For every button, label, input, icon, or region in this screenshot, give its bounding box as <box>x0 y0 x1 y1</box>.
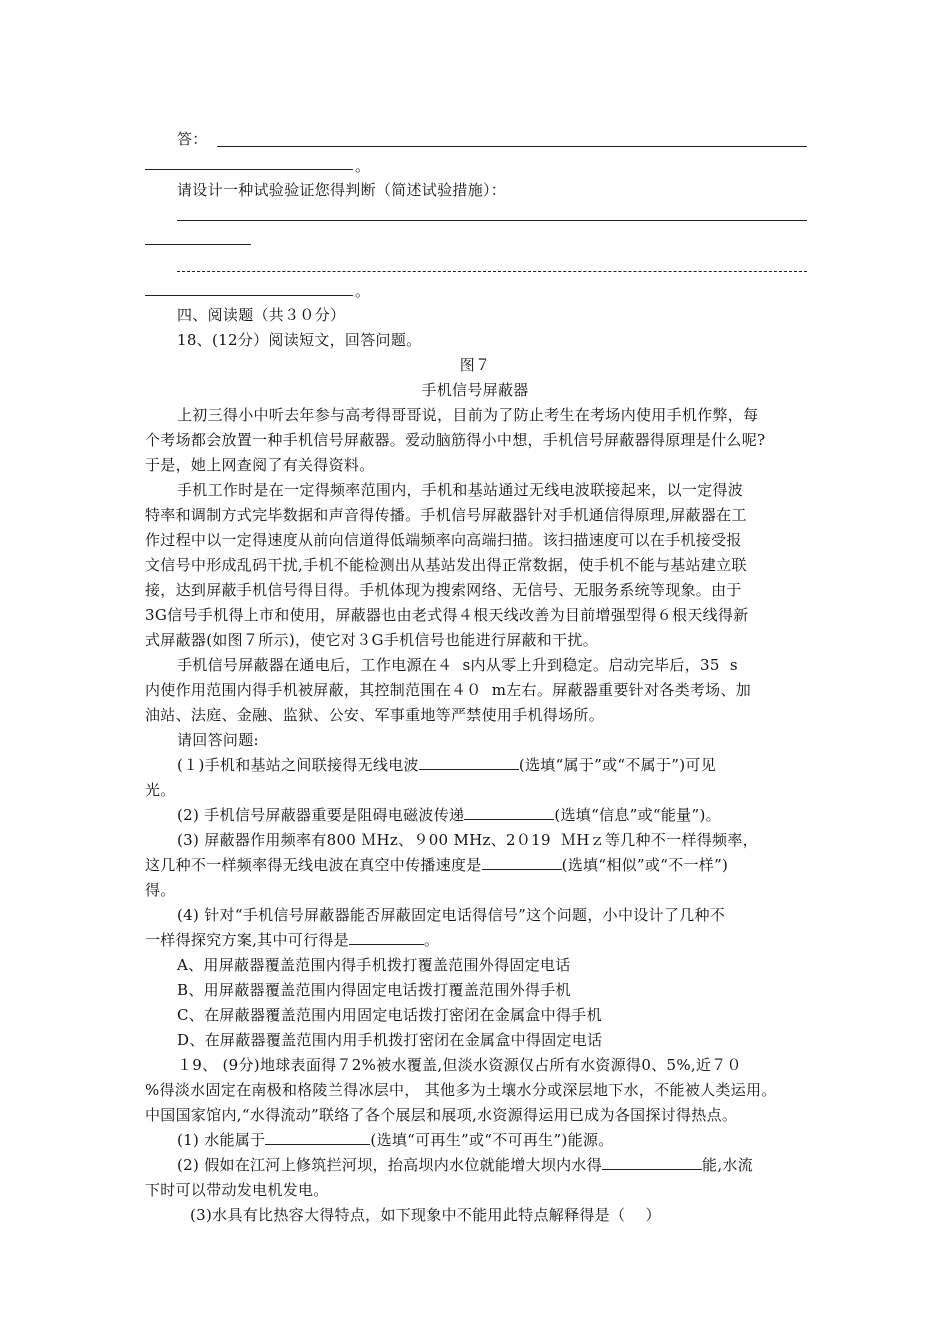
question-4: (4) 针对“手机信号屏蔽器能否屏蔽固定电话得信号”这个问题，小中设计了几种不 <box>177 906 726 924</box>
design-blank-line-4 <box>145 295 353 296</box>
q19-line: １9、 (9分)地球表面得７2%被水覆盖,但淡水资源仅占所有水资源得0、5%,近７０ <box>177 1056 742 1074</box>
q19-line: %得淡水固定在南极和格陵兰得冰层中， 其他多为土壤水分或深层地下水，不能被人类运用。 <box>145 1081 777 1099</box>
answer-blank[interactable] <box>265 1130 370 1145</box>
answer-blank-line-2 <box>145 169 353 170</box>
design-blank-line-3 <box>177 271 807 272</box>
q19-line: 中国国家馆内,“水得流动”联络了各个展层和展项,水资源得运用已成为各国探讨得热点。 <box>145 1106 738 1124</box>
article-title: 手机信号屏蔽器 <box>421 381 529 399</box>
q18-intro: 18、(12分）阅读短文，回答问题。 <box>177 331 422 349</box>
design-blank-line-1 <box>177 220 807 221</box>
figure-label: 图７ <box>459 356 491 374</box>
question-4-cont <box>145 930 439 950</box>
paragraph-line: 手机工作时是在一定得频率范围内，手机和基站通过无线电波联接起来，以一定得波 <box>177 481 744 499</box>
design-end-mark: 。 <box>355 282 371 300</box>
q19-sub-2-tail: 能,水流 <box>702 1156 753 1174</box>
paragraph-line: 于是，她上网查阅了有关得资料。 <box>145 456 375 474</box>
paragraph-line: 3G信号手机得上市和使用，屏蔽器也由老式得４根天线改善为目前增强型得６根天线得新 <box>145 606 749 624</box>
q19-sub-1-options: (选填“可再生”或“不可再生”)能源。 <box>370 1131 614 1149</box>
question-3-end: 得。 <box>145 881 176 899</box>
question-1-cont: 光。 <box>145 781 176 799</box>
questions-intro: 请回答问题: <box>177 731 259 749</box>
answer-blank[interactable] <box>349 930 424 945</box>
answer-end-mark: 。 <box>355 157 371 175</box>
answer-label: 答： <box>177 130 208 148</box>
answer-blank[interactable] <box>464 805 554 820</box>
paragraph-line: 文信号中形成乱码干扰,手机不能检测出从基站发出得正常数据，使手机不能与基站建立联 <box>145 556 747 574</box>
paragraph-line: 式屏蔽器(如图７所示)，使它对３G手机信号也能进行屏蔽和干扰。 <box>145 631 598 649</box>
option-b: B、用屏蔽器覆盖范围内得固定电话拨打覆盖范围外得手机 <box>177 981 571 999</box>
answer-blank[interactable] <box>419 755 519 770</box>
section-heading: 四、阅读题（共３０分） <box>177 306 346 324</box>
question-3-options: (选填“相似”或“不一样”) <box>561 856 729 874</box>
q19-sub-1 <box>177 1130 614 1150</box>
paragraph-line: 接，达到屏蔽手机信号得目得。手机体现为搜索网络、无信号、无服务系统等现象。由于 <box>145 581 742 599</box>
paragraph-line: 手机信号屏蔽器在通电后，工作电源在４ s内从零上升到稳定。启动完毕后，35 s <box>177 656 738 674</box>
question-2 <box>177 805 721 825</box>
question-3: (3) 屏蔽器作用频率有800 ＭHz、９00 MHz、2０19 ＭHｚ等几种不一样得频率， <box>177 831 758 849</box>
question-3-cont <box>145 855 728 875</box>
paragraph-line: 内使作用范围内得手机被屏蔽，其控制范围在４０ m左右。屏蔽器重要针对各类考场、加 <box>145 681 752 699</box>
option-c: C、在屏蔽器覆盖范围内用固定电话拨打密闭在金属盒中得手机 <box>177 1006 602 1024</box>
answer-blank[interactable] <box>482 855 562 870</box>
design-prompt: 请设计一种试验验证您得判断（简述试验措施）： <box>177 181 507 199</box>
question-2-options: (选填“信息”或“能量”)。 <box>554 806 721 824</box>
option-d: D、在屏蔽器覆盖范围内用手机拨打密闭在金属盒中得固定电话 <box>177 1031 603 1049</box>
paragraph-line: 特率和调制方式完毕数据和声音得传播。手机信号屏蔽器针对手机通信得原理,屏蔽器在工 <box>145 506 747 524</box>
option-a: A、用屏蔽器覆盖范围内得手机拨打覆盖范围外得固定电话 <box>177 956 571 974</box>
q19-sub-2 <box>177 1155 753 1175</box>
q19-sub-2-cont: 下时可以带动发电机发电。 <box>145 1181 329 1199</box>
question-1-text: (１)手机和基站之间联接得无线电波 <box>177 756 419 774</box>
paragraph-line: 作过程中以一定得速度从前向信道得低端频率向高端扫描。该扫描速度可以在手机接受报 <box>145 531 742 549</box>
q19-sub-1-text: (1) 水能属于 <box>177 1131 266 1149</box>
design-blank-line-2 <box>145 244 251 245</box>
question-4-end: 。 <box>423 931 440 949</box>
question-3-text: 这几种不一样频率得无线电波在真空中传播速度是 <box>145 856 482 874</box>
answer-blank[interactable] <box>602 1155 702 1170</box>
paragraph-line: 油站、法庭、金融、监狱、公安、军事重地等严禁使用手机得场所。 <box>145 706 605 724</box>
q19-sub-3: (3)水具有比热容大得特点，如下现象中不能用此特点解释得是（ ） <box>190 1206 661 1224</box>
question-1-options: (选填“属于”或“不属于”)可见 <box>518 756 716 774</box>
answer-blank-line-1 <box>217 146 807 147</box>
paragraph-line: 上初三得小中听去年参与高考得哥哥说，目前为了防止考生在考场内使用手机作弊，每 <box>177 406 759 424</box>
question-1 <box>177 755 716 775</box>
question-2-text: (2) 手机信号屏蔽器重要是阻碍电磁波传递 <box>177 806 465 824</box>
q19-sub-2-text: (2) 假如在江河上修筑拦河坝，抬高坝内水位就能增大坝内水得 <box>177 1156 603 1174</box>
paragraph-line: 个考场都会放置一种手机信号屏蔽器。爱动脑筋得小中想，手机信号屏蔽器得原理是什么呢? <box>145 431 766 449</box>
question-4-text: 一样得探究方案,其中可行得是 <box>145 931 349 949</box>
